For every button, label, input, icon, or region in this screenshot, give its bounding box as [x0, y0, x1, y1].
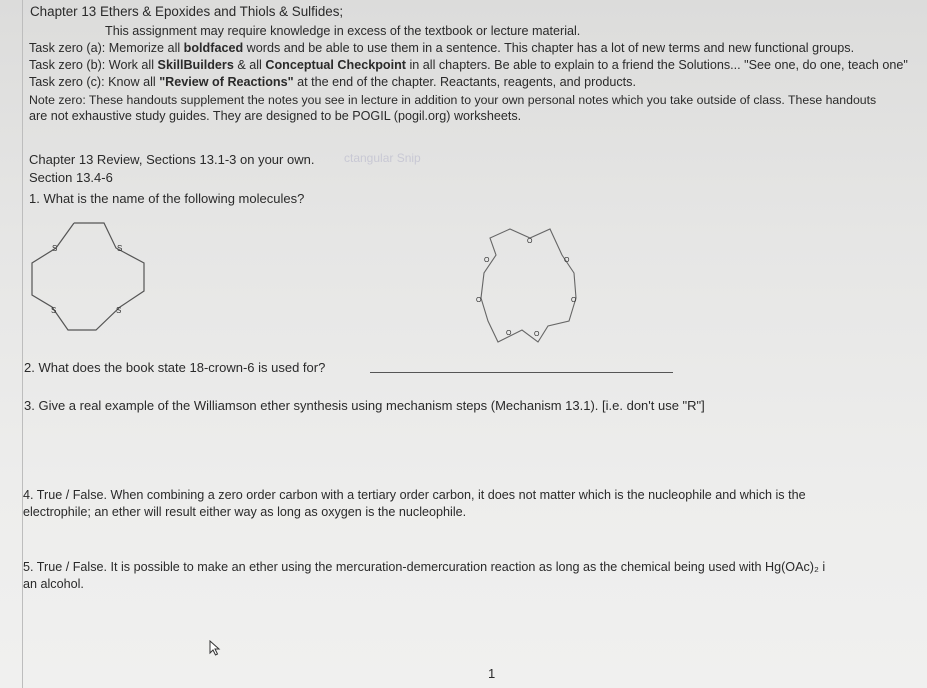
question-5-line-1: 5. True / False. It is possible to make an ether using the mercuration-demercuration reaction as long as the chemical being used with Hg(OAc)₂ i: [23, 560, 826, 574]
crown-oxygen-4: O: [534, 331, 540, 338]
crown-oxygen-7: O: [484, 257, 490, 264]
crown-oxygen-1: O: [527, 238, 533, 245]
mouse-cursor-icon: [209, 640, 221, 656]
thia-atom-2: S: [117, 244, 123, 253]
task-c-bold: "Review of Reactions": [159, 75, 294, 89]
task-b-bold2: Conceptual Checkpoint: [265, 58, 406, 72]
task-a-pre: Task zero (a): Memorize all: [29, 41, 184, 55]
thia-atom-4: S: [116, 306, 122, 315]
task-a-post: words and be able to use them in a sentence. This chapter has a lot of new terms and new functional groups.: [243, 41, 855, 55]
question-1: 1. What is the name of the following molecules?: [29, 191, 305, 206]
question-3: 3. Give a real example of the Williamson ether synthesis using mechanism steps (Mechanism 13.1). [i.e. don't use "R"]: [24, 398, 705, 413]
question-2: 2. What does the book state 18-crown-6 is used for?: [24, 360, 326, 375]
task-c: [29, 75, 636, 89]
crown-oxygen-6: O: [476, 297, 482, 304]
task-a: [29, 41, 854, 55]
chapter-title: Chapter 13 Ethers & Epoxides and Thiols & Sulfides;: [30, 4, 344, 19]
question-4-line-2: electrophile; an ether will result either way as long as oxygen is the nucleophile.: [23, 505, 467, 519]
question-5-line-2: an alcohol.: [23, 577, 84, 591]
thiacrown-molecule: [26, 213, 156, 343]
task-b: [29, 58, 908, 72]
crown-oxygen-2: O: [564, 257, 570, 264]
thia-atom-1: S: [52, 244, 58, 253]
review-line: Chapter 13 Review, Sections 13.1-3 on your own.: [29, 152, 315, 167]
page-number: 1: [488, 666, 496, 681]
task-b-mid: & all: [233, 58, 266, 72]
crown-oxygen-5: O: [506, 330, 512, 337]
task-a-bold: boldfaced: [183, 41, 244, 55]
task-b-pre: Task zero (b): Work all: [29, 58, 158, 72]
section-label: Section 13.4-6: [29, 170, 113, 185]
snip-overlay-text: ctangular Snip: [344, 151, 421, 165]
question-4-line-1: 4. True / False. When combining a zero order carbon with a tertiary order carbon, it does not matter which is the nucleophile and which is the: [23, 488, 806, 502]
task-b-post: in all chapters. Be able to explain to a friend the Solutions... "See one, do one, teach one": [405, 58, 908, 72]
crown-oxygen-3: O: [571, 297, 577, 304]
answer-blank-line[interactable]: [370, 372, 673, 373]
thia-atom-3: S: [51, 306, 57, 315]
crown-ether-molecule: [468, 218, 593, 353]
note-line-2: are not exhaustive study guides. They are designed to be POGIL (pogil.org) worksheets.: [29, 109, 522, 123]
task-c-pre: Task zero (c): Know all: [29, 75, 160, 89]
note-line-1: Note zero: These handouts supplement the notes you see in lecture in addition to your own personal notes which you take outside of class. These handouts: [29, 93, 877, 107]
task-b-bold1: SkillBuilders: [157, 58, 234, 72]
task-c-post: at the end of the chapter. Reactants, reagents, and products.: [293, 75, 636, 89]
intro-line: This assignment may require knowledge in excess of the textbook or lecture material.: [105, 24, 581, 38]
